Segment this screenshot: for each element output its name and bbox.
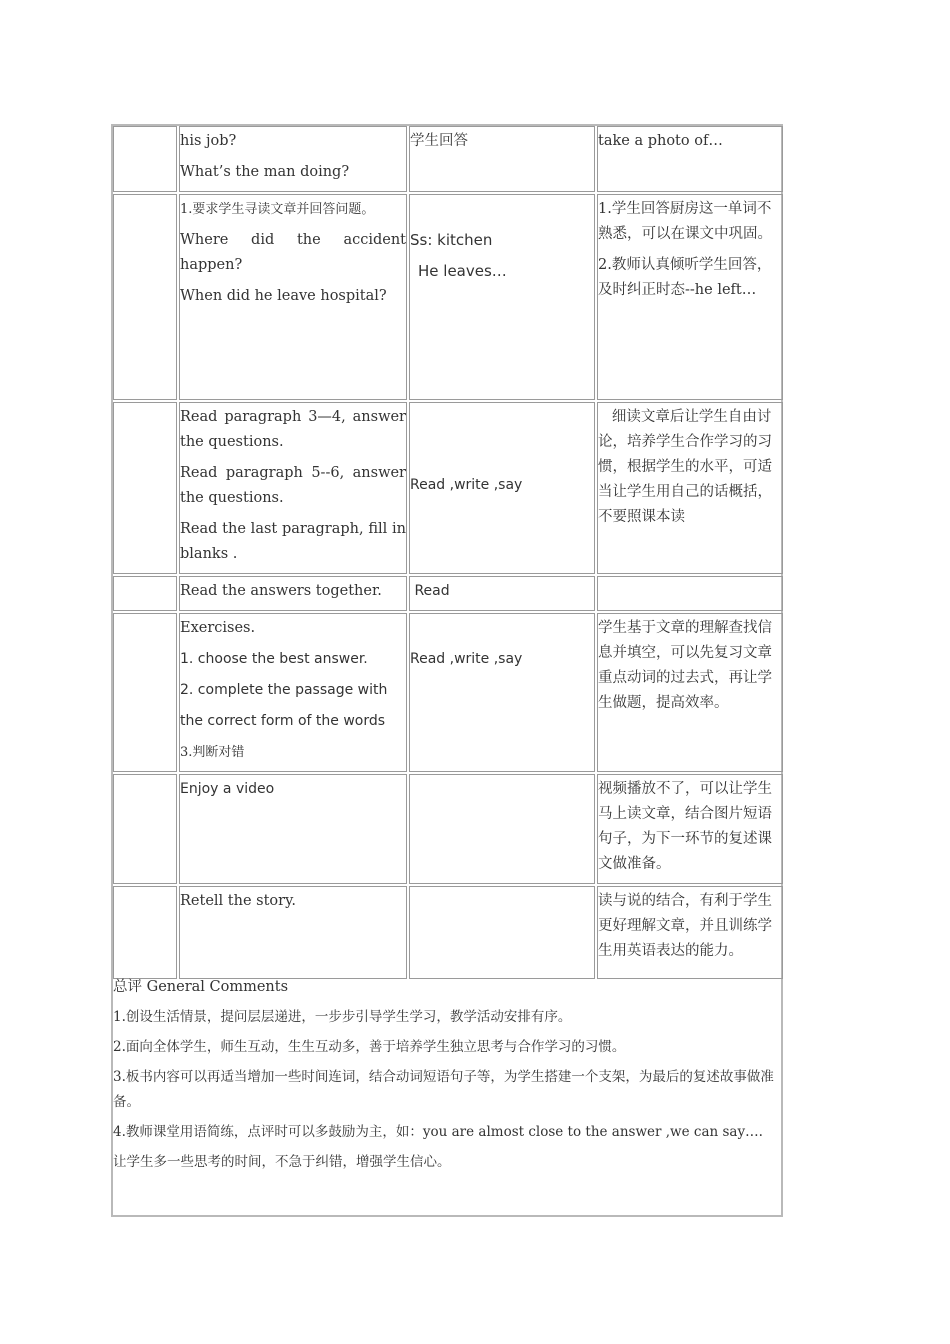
- student-cell: [409, 613, 595, 772]
- note-line: 学生基于文章的理解查找信息并填空，可以先复习文章重点动词的过去式，再让学生做题，提高效率。: [598, 620, 772, 711]
- step-cell: [113, 576, 177, 611]
- comment-item: 4.教师课堂用语简练，点评时可以多鼓励为主，如：you are almost close to the answer ,we can say….: [113, 1124, 763, 1140]
- activity-line: 1.要求学生寻读文章并回答问题。: [180, 202, 375, 217]
- note-line: 细读文章后让学生自由讨论，培养学生合作学习的习惯，根据学生的水平，可适当让学生用自己的话概括，不要照课本读: [598, 409, 772, 525]
- table-row: [113, 576, 783, 611]
- step-cell: [113, 774, 177, 884]
- step-cell: [113, 402, 177, 574]
- activity-cell: [179, 576, 407, 611]
- note-line: 视频播放不了，可以让学生马上读文章，结合图片短语句子，为下一环节的复述课文做准备。: [598, 781, 772, 872]
- student-line: Read ,write ,say: [410, 476, 523, 493]
- student-cell: [409, 402, 595, 574]
- table-row: [113, 613, 783, 772]
- activity-line: his job?: [180, 133, 237, 149]
- table-row: [113, 774, 783, 884]
- general-comments: [113, 975, 781, 1180]
- student-cell: [409, 194, 595, 400]
- activity-line: Retell the story.: [180, 893, 296, 909]
- activity-line: What’s the man doing?: [180, 164, 350, 180]
- student-cell: [409, 126, 595, 192]
- activity-cell: [179, 886, 407, 979]
- student-cell: [409, 576, 595, 611]
- note-line: 1.学生回答厨房这一单词不熟悉，可以在课文中巩固。: [598, 201, 772, 242]
- note-cell: [597, 576, 783, 611]
- comment-item: 1.创设生活情景，提问层层递进，一步步引导学生学习，教学活动安排有序。: [113, 1009, 572, 1025]
- table-row: [113, 402, 783, 574]
- step-cell: [113, 613, 177, 772]
- note-cell: [597, 126, 783, 192]
- activity-line: Read the last paragraph, fill in blanks .: [180, 521, 406, 562]
- activity-line: the correct form of the words: [180, 713, 386, 729]
- activity-cell: [179, 613, 407, 772]
- activity-line: Read paragraph 3—4, answer the questions.: [180, 409, 406, 450]
- note-cell: [597, 194, 783, 400]
- lesson-table: [111, 124, 785, 981]
- table-row: [113, 886, 783, 979]
- activity-line: Read paragraph 5--6, answer the questions.: [180, 465, 406, 506]
- activity-line: Read the answers together.: [180, 583, 382, 599]
- comment-item: 2.面向全体学生，师生互动，生生互动多，善于培养学生独立思考与合作学习的习惯。: [113, 1039, 626, 1055]
- activity-line: Exercises.: [180, 620, 256, 636]
- comment-item: 3.板书内容可以再适当增加一些时间连词，结合动词短语句子等，为学生搭建一个支架，为最后的复述故事做准备。: [113, 1069, 774, 1110]
- note-cell: [597, 774, 783, 884]
- activity-line: 3.判断对错: [180, 745, 245, 760]
- table-row: [113, 126, 783, 192]
- activity-cell: [179, 774, 407, 884]
- student-cell: [409, 774, 595, 884]
- activity-line: Where did the accident happen?: [180, 232, 406, 273]
- activity-cell: [179, 402, 407, 574]
- comments-title: 总评 General Comments: [113, 979, 289, 995]
- note-line: 2.教师认真倾听学生回答，及时纠正时态--he left…: [598, 257, 772, 298]
- student-line: He leaves…: [418, 262, 507, 280]
- student-cell: [409, 886, 595, 979]
- activity-line: Enjoy a video: [180, 781, 275, 797]
- activity-line: 1. choose the best answer.: [180, 651, 368, 667]
- activity-cell: [179, 194, 407, 400]
- step-cell: [113, 886, 177, 979]
- note-cell: [597, 886, 783, 979]
- student-line: Ss: kitchen: [410, 231, 493, 249]
- activity-line: 2. complete the passage with: [180, 682, 388, 698]
- student-line: Read: [410, 583, 450, 599]
- step-cell: [113, 126, 177, 192]
- activity-line: When did he leave hospital?: [180, 288, 387, 304]
- student-line: 学生回答: [410, 133, 468, 149]
- comment-item: 让学生多一些思考的时间，不急于纠错，增强学生信心。: [113, 1154, 451, 1170]
- note-line: take a photo of…: [598, 133, 723, 149]
- student-line: Read ,write ,say: [410, 651, 523, 667]
- note-line: 读与说的结合，有利于学生更好理解文章，并且训练学生用英语表达的能力。: [598, 893, 772, 959]
- note-cell: [597, 402, 783, 574]
- note-cell: [597, 613, 783, 772]
- activity-cell: [179, 126, 407, 192]
- step-cell: [113, 194, 177, 400]
- table-row: [113, 194, 783, 400]
